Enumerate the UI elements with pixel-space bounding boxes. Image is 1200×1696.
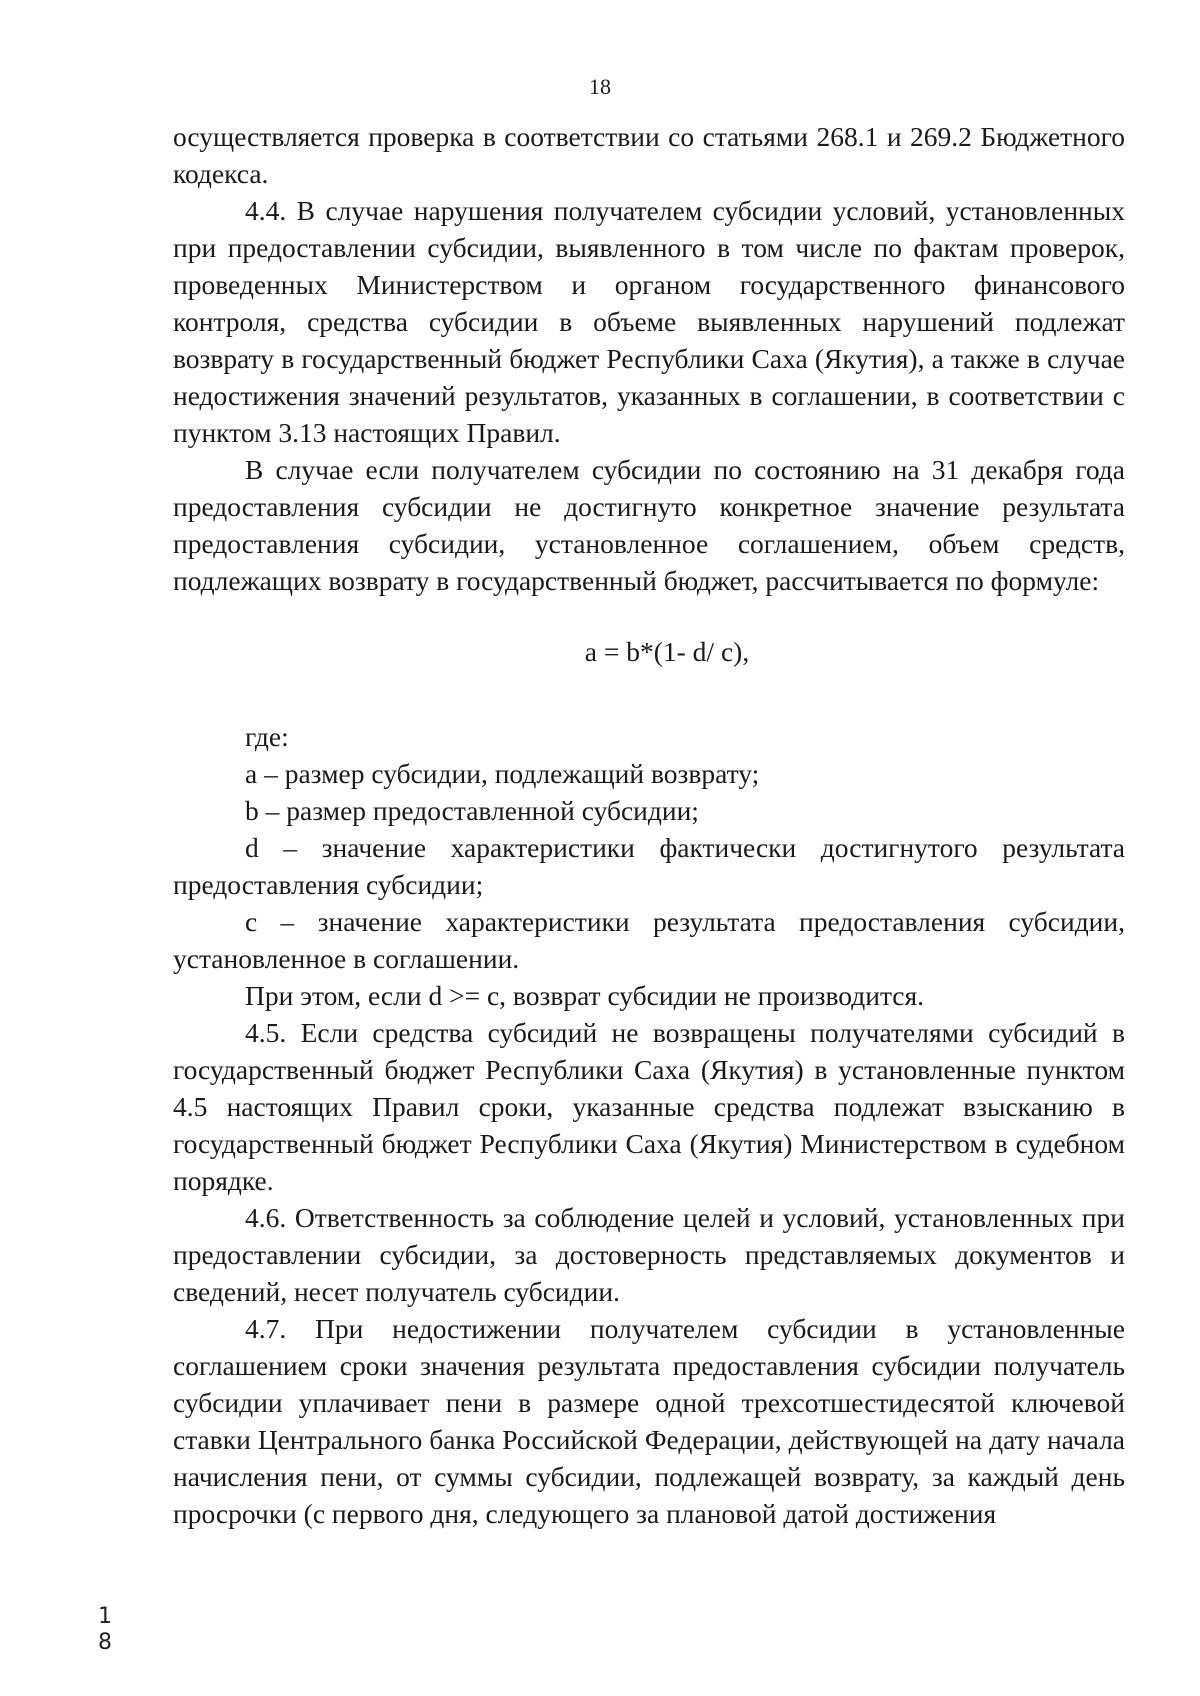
- paragraph-4-5: 4.5. Если средства субсидий не возвращены получателями субсидий в государственный бюджет Республики Саха (Якутия) в установленные пунктом 4.5 настоящих Правил сроки, указанные средства подлежат взысканию в государственный бюджет Республики Саха (Якутия) Министерством в судебном порядке.: [173, 1017, 1125, 1196]
- margin-mark-digit: 1: [98, 1604, 112, 1629]
- formula-where-label: где:: [245, 721, 289, 752]
- margin-page-mark: [98, 1604, 118, 1696]
- formula-variable-c: c – значение характеристики результата предоставления субсидии, установленное в соглашении.: [173, 906, 1125, 974]
- formula-variable-b: b – размер предоставленной субсидии;: [245, 795, 699, 826]
- formula-condition: При этом, если d >= c, возврат субсидии не производится.: [245, 980, 925, 1011]
- paragraph-continuation: осуществляется проверка в соответствии со статьями 268.1 и 269.2 Бюджетного кодекса.: [173, 121, 1125, 189]
- paragraph-4-4: 4.4. В случае нарушения получателем субсидии условий, установленных при предоставлении субсидии, выявленного в том числе по фактам проверок, проведенных Министерством и органом государственного финансового контроля, средства субсидии в объеме выявленных нарушений подлежат возврату в государственный бюджет Республики Саха (Якутия), а также в случае недостижения значений результатов, указанных в соглашении, в соответствии с пунктом 3.13 настоящих Правил.: [173, 195, 1125, 448]
- document-body: [173, 118, 1125, 1532]
- page-number: 18: [589, 74, 611, 99]
- paragraph-4-6: 4.6. Ответственность за соблюдение целей и условий, установленных при предоставлении субсидии, за достоверность представляемых документов и сведений, несет получатель субсидии.: [173, 1202, 1125, 1307]
- formula: a = b*(1- d/ c),: [584, 636, 750, 667]
- paragraph-return-calculation: В случае если получателем субсидии по состоянию на 31 декабря года предоставления субсидии не достигнуто конкретное значение результата предоставления субсидии, установленное соглашением, объем средств, подлежащих возврату в государственный бюджет, рассчитывается по формуле:: [173, 454, 1125, 596]
- paragraph-4-7: 4.7. При недостижении получателем субсидии в установленные соглашением сроки значения результата предоставления субсидии получатель субсидии уплачивает пени в размере одной трехсотшестидесятой ключевой ставки Центрального банка Российской Федерации, действующей на дату начала начисления пени, от суммы субсидии, подлежащей возврату, за каждый день просрочки (с первого дня, следующего за плановой датой достижения: [173, 1313, 1125, 1529]
- formula-variable-a: a – размер субсидии, подлежащий возврату;: [245, 758, 760, 789]
- formula-variable-d: d – значение характеристики фактически достигнутого результата предоставления субсидии;: [173, 832, 1125, 900]
- margin-mark-digit: 8: [98, 1630, 112, 1655]
